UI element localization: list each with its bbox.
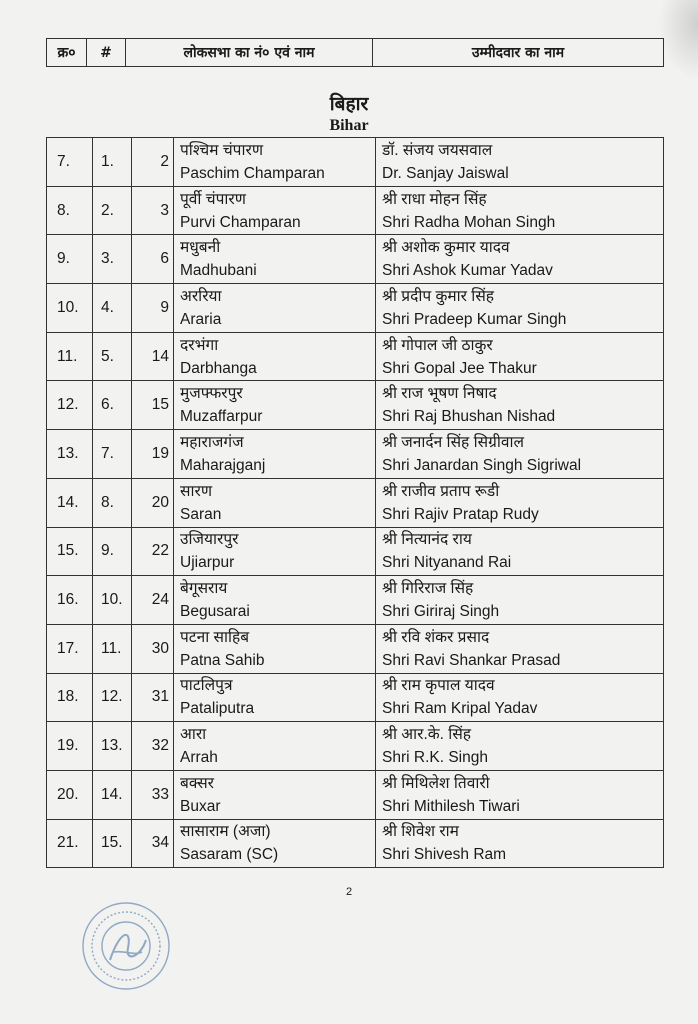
header-serial: क्र० — [47, 39, 87, 67]
candidate-name-english: Shri Pradeep Kumar Singh — [382, 310, 567, 328]
constituency-name-cell — [174, 186, 376, 235]
official-seal-stamp — [80, 900, 172, 992]
constituency-number: 3 — [132, 186, 174, 235]
constituency-name-english: Begusarai — [180, 603, 250, 621]
constituency-number: 33 — [132, 770, 174, 819]
table-row — [47, 381, 664, 430]
table-row — [47, 235, 664, 284]
serial-number: 14. — [47, 478, 93, 527]
constituency-name-cell — [174, 332, 376, 381]
constituency-name-cell — [174, 770, 376, 819]
constituency-name-english: Arrah — [180, 749, 218, 767]
constituency-name-cell — [174, 235, 376, 284]
serial-number: 11. — [47, 332, 93, 381]
constituency-name-hindi: उजियारपुर — [180, 531, 239, 549]
candidate-name-hindi: श्री प्रदीप कुमार सिंह — [382, 287, 495, 305]
candidate-name-cell — [376, 430, 664, 479]
constituency-name-hindi: पाटलिपुत्र — [180, 677, 233, 695]
header-constituency: लोकसभा का नं० एवं नाम — [126, 39, 373, 67]
candidate-name-cell — [376, 332, 664, 381]
state-serial-number: 2. — [93, 186, 132, 235]
constituency-name-cell — [174, 527, 376, 576]
table-row — [47, 527, 664, 576]
candidate-name-hindi: श्री गिरिराज सिंह — [382, 580, 474, 598]
state-serial-number: 4. — [93, 284, 132, 333]
candidate-name-hindi: श्री आर.के. सिंह — [382, 726, 472, 744]
table-row — [47, 138, 664, 187]
constituency-name-hindi: मधुबनी — [180, 239, 221, 257]
candidate-name-cell — [376, 284, 664, 333]
candidate-name-english: Shri Ravi Shankar Prasad — [382, 651, 561, 669]
candidate-table — [46, 137, 664, 868]
state-serial-number: 5. — [93, 332, 132, 381]
candidate-name-hindi: श्री अशोक कुमार यादव — [382, 239, 510, 257]
constituency-number: 30 — [132, 624, 174, 673]
candidate-name-cell — [376, 624, 664, 673]
candidate-name-hindi: श्री रवि शंकर प्रसाद — [382, 628, 490, 646]
table-row — [47, 722, 664, 771]
table-row — [47, 186, 664, 235]
constituency-number: 9 — [132, 284, 174, 333]
candidate-name-hindi: श्री जनार्दन सिंह सिग्रीवाल — [382, 433, 524, 451]
state-title-english: Bihar — [329, 117, 369, 134]
candidate-name-english: Shri Giriraj Singh — [382, 603, 500, 621]
constituency-name-english: Patna Sahib — [180, 651, 265, 669]
serial-number: 8. — [47, 186, 93, 235]
constituency-name-english: Paschim Champaran — [180, 164, 325, 182]
column-header-table — [46, 38, 664, 67]
page-corner-shadow — [658, 0, 698, 80]
constituency-name-hindi: दरभंगा — [180, 336, 219, 354]
state-serial-number: 1. — [93, 138, 132, 187]
constituency-number: 34 — [132, 819, 174, 868]
page-number: 2 — [345, 886, 353, 898]
constituency-name-hindi: मुजफ्फरपुर — [180, 385, 243, 403]
candidate-name-cell — [376, 819, 664, 868]
state-serial-number: 6. — [93, 381, 132, 430]
constituency-name-english: Pataliputra — [180, 700, 255, 718]
candidate-name-cell — [376, 576, 664, 625]
constituency-name-hindi: पूर्वी चंपारण — [180, 190, 246, 208]
constituency-number: 31 — [132, 673, 174, 722]
state-serial-number: 10. — [93, 576, 132, 625]
state-serial-number: 15. — [93, 819, 132, 868]
constituency-name-english: Buxar — [180, 797, 221, 815]
serial-number: 21. — [47, 819, 93, 868]
candidate-name-hindi: डॉ. संजय जयसवाल — [382, 141, 493, 159]
state-serial-number: 12. — [93, 673, 132, 722]
constituency-name-english: Madhubani — [180, 262, 257, 280]
constituency-number: 15 — [132, 381, 174, 430]
table-row — [47, 284, 664, 333]
candidate-name-cell — [376, 235, 664, 284]
candidate-name-hindi: श्री नित्यानंद राय — [382, 531, 472, 549]
constituency-name-english: Ujiarpur — [180, 554, 235, 572]
state-serial-number: 9. — [93, 527, 132, 576]
constituency-name-hindi: आरा — [180, 726, 207, 744]
serial-number: 7. — [47, 138, 93, 187]
state-serial-number: 7. — [93, 430, 132, 479]
table-row — [47, 430, 664, 479]
constituency-name-cell — [174, 624, 376, 673]
constituency-number: 22 — [132, 527, 174, 576]
serial-number: 13. — [47, 430, 93, 479]
candidate-name-hindi: श्री राजीव प्रताप रूडी — [382, 482, 500, 500]
constituency-number: 6 — [132, 235, 174, 284]
header-candidate: उम्मीदवार का नाम — [373, 39, 664, 67]
candidate-name-english: Shri Ram Kripal Yadav — [382, 700, 538, 718]
candidate-name-hindi: श्री राधा मोहन सिंह — [382, 190, 487, 208]
serial-number: 9. — [47, 235, 93, 284]
candidate-name-cell — [376, 186, 664, 235]
state-serial-number: 13. — [93, 722, 132, 771]
constituency-name-cell — [174, 722, 376, 771]
constituency-name-hindi: अररिया — [180, 287, 222, 305]
constituency-name-hindi: बेगूसराय — [180, 580, 228, 598]
state-title-hindi: बिहार — [329, 94, 369, 115]
table-row — [47, 770, 664, 819]
candidate-name-english: Shri Nityanand Rai — [382, 554, 512, 572]
serial-number: 18. — [47, 673, 93, 722]
constituency-name-english: Araria — [180, 310, 222, 328]
state-serial-number: 3. — [93, 235, 132, 284]
constituency-name-english: Darbhanga — [180, 359, 257, 377]
constituency-number: 2 — [132, 138, 174, 187]
serial-number: 19. — [47, 722, 93, 771]
constituency-name-cell — [174, 381, 376, 430]
serial-number: 17. — [47, 624, 93, 673]
candidate-name-cell — [376, 527, 664, 576]
constituency-name-hindi: पश्चिम चंपारण — [180, 141, 264, 159]
candidate-name-hindi: श्री गोपाल जी ठाकुर — [382, 336, 493, 354]
constituency-name-cell — [174, 478, 376, 527]
constituency-name-english: Muzaffarpur — [180, 408, 263, 426]
table-row — [47, 478, 664, 527]
state-serial-number: 11. — [93, 624, 132, 673]
state-serial-number: 14. — [93, 770, 132, 819]
constituency-name-hindi: पटना साहिब — [180, 628, 250, 646]
constituency-number: 20 — [132, 478, 174, 527]
state-serial-number: 8. — [93, 478, 132, 527]
serial-number: 12. — [47, 381, 93, 430]
candidate-name-cell — [376, 673, 664, 722]
constituency-name-hindi: बक्सर — [180, 774, 215, 792]
candidate-name-english: Shri Ashok Kumar Yadav — [382, 262, 553, 280]
constituency-name-english: Saran — [180, 505, 222, 523]
candidate-table-body — [47, 138, 664, 868]
constituency-number: 24 — [132, 576, 174, 625]
candidate-name-english: Shri R.K. Singh — [382, 749, 488, 767]
constituency-name-cell — [174, 430, 376, 479]
serial-number: 15. — [47, 527, 93, 576]
serial-number: 16. — [47, 576, 93, 625]
table-row — [47, 332, 664, 381]
constituency-name-cell — [174, 819, 376, 868]
header-hash: # — [87, 39, 126, 67]
constituency-name-cell — [174, 673, 376, 722]
candidate-name-cell — [376, 722, 664, 771]
serial-number: 10. — [47, 284, 93, 333]
candidate-name-cell — [376, 138, 664, 187]
constituency-number: 32 — [132, 722, 174, 771]
candidate-name-english: Shri Mithilesh Tiwari — [382, 797, 520, 815]
candidate-name-hindi: श्री राम कृपाल यादव — [382, 677, 495, 695]
constituency-name-cell — [174, 284, 376, 333]
constituency-number: 14 — [132, 332, 174, 381]
table-row — [47, 624, 664, 673]
candidate-name-english: Shri Shivesh Ram — [382, 846, 507, 864]
constituency-name-english: Maharajganj — [180, 456, 266, 474]
constituency-name-hindi: सारण — [180, 482, 213, 500]
column-header-row — [47, 39, 664, 67]
candidate-name-cell — [376, 381, 664, 430]
candidate-name-english: Shri Janardan Singh Sigriwal — [382, 456, 582, 474]
candidate-name-hindi: श्री शिवेश राम — [382, 823, 459, 841]
candidate-name-english: Shri Gopal Jee Thakur — [382, 359, 537, 377]
candidate-name-cell — [376, 770, 664, 819]
table-row — [47, 819, 664, 868]
candidate-name-english: Shri Radha Mohan Singh — [382, 213, 556, 231]
constituency-name-hindi: सासाराम (अजा) — [180, 823, 271, 841]
candidate-name-hindi: श्री मिथिलेश तिवारी — [382, 774, 490, 792]
table-row — [47, 673, 664, 722]
constituency-name-english: Sasaram (SC) — [180, 846, 279, 864]
constituency-name-cell — [174, 138, 376, 187]
candidate-name-english: Shri Raj Bhushan Nishad — [382, 408, 556, 426]
table-row — [47, 576, 664, 625]
candidate-name-english: Shri Rajiv Pratap Rudy — [382, 505, 539, 523]
candidate-name-cell — [376, 478, 664, 527]
candidate-name-english: Dr. Sanjay Jaiswal — [382, 164, 509, 182]
serial-number: 20. — [47, 770, 93, 819]
constituency-name-hindi: महाराजगंज — [180, 433, 244, 451]
constituency-number: 19 — [132, 430, 174, 479]
constituency-name-cell — [174, 576, 376, 625]
constituency-name-english: Purvi Champaran — [180, 213, 301, 231]
candidate-name-hindi: श्री राज भूषण निषाद — [382, 385, 497, 403]
